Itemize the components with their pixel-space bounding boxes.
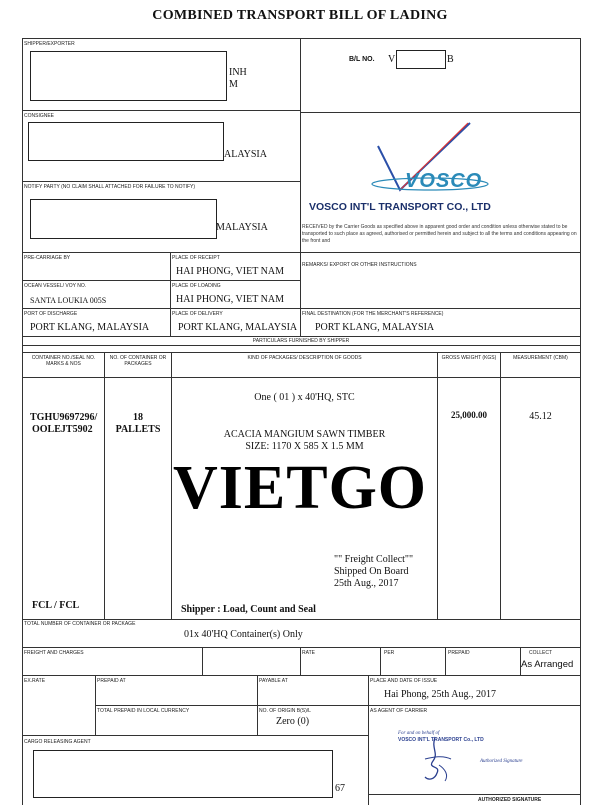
divider — [300, 647, 301, 675]
divider — [22, 252, 580, 253]
consignee-partial: ALAYSIA — [224, 149, 267, 160]
description-line-1: One ( 01 ) x 40'HQ, STC — [254, 392, 355, 403]
shipped-on-board: Shipped On Board — [334, 566, 409, 577]
divider — [22, 110, 300, 111]
divider — [368, 794, 580, 795]
place-receipt-label: PLACE OF RECEIPT — [172, 255, 220, 261]
particulars-header: PARTICULARS FURNISHED BY SHIPPER — [252, 338, 350, 344]
page-title: COMBINED TRANSPORT BILL OF LADING — [152, 8, 448, 23]
place-receipt-value: HAI PHONG, VIET NAM — [176, 266, 284, 277]
package-type: PALLETS — [115, 424, 161, 435]
divider — [22, 280, 300, 281]
cargo-agent-partial: 67 — [335, 783, 345, 794]
bl-no-partial-start: V — [388, 54, 396, 65]
shipped-date: 25th Aug., 2017 — [334, 578, 399, 589]
cargo-agent-label: CARGO RELEASING AGENT — [24, 739, 91, 745]
description-line-3: SIZE: 1170 X 585 X 1.5 MM — [245, 441, 364, 452]
prepaid-at-label: PREPAID AT — [97, 678, 126, 684]
per-label: PER — [384, 650, 395, 656]
divider — [22, 735, 368, 736]
frame-right — [580, 38, 581, 805]
redacted-box — [30, 51, 227, 101]
divider — [500, 352, 501, 619]
notify-partial: MALAYSIA — [216, 222, 268, 233]
stamp-line-3: Authorized Signature — [480, 759, 523, 764]
description-line-2: ACACIA MANGIUM SAWN TIMBER — [223, 429, 386, 440]
vessel-label: OCEAN VESSEL/ VOY NO. — [24, 283, 87, 289]
place-loading-label: PLACE OF LOADING — [172, 283, 221, 289]
final-destination-label: FINAL DESTINATION (FOR THE MERCHANT'S REFERENCE) — [302, 311, 444, 317]
vessel-value: SANTA LOUKIA 005S — [30, 296, 107, 305]
carrier-name: VOSCO INT'L TRANSPORT CO., LTD — [309, 201, 491, 213]
vosco-logo-text: VOSCO — [405, 170, 483, 192]
fcl-label: FCL / FCL — [32, 600, 80, 611]
freight-note: "" Freight Collect"" — [334, 554, 414, 565]
divider — [300, 112, 580, 113]
redacted-box — [33, 750, 333, 798]
place-date-issue-label: PLACE AND DATE OF ISSUE — [370, 678, 438, 684]
authorized-signature-label: AUTHORIZED SIGNATURE — [478, 797, 542, 803]
divider — [445, 647, 446, 675]
final-destination-value: PORT KLANG, MALAYSIA — [315, 322, 435, 333]
collect-value: As Arranged — [521, 659, 574, 670]
divider — [22, 675, 580, 676]
place-delivery-value: PORT KLANG, MALAYSIA — [178, 322, 298, 333]
col-container: CONTAINER NO./SEAL NO. MARKS & NOS — [31, 355, 96, 367]
shipper-label: SHIPPER/EXPORTER — [24, 41, 75, 47]
port-discharge-value: PORT KLANG, MALAYSIA — [30, 322, 150, 333]
freight-charges-label: FREIGHT AND CHARGES — [24, 650, 84, 656]
port-discharge-label: PORT OF DISCHARGE — [24, 311, 78, 317]
rate-label: RATE — [302, 650, 315, 656]
consignee-label: CONSIGNEE — [24, 113, 55, 119]
divider — [380, 647, 381, 675]
col-description: KIND OF PACKAGES/ DESCRIPTION OF GOODS — [247, 355, 362, 361]
divider — [22, 647, 580, 648]
signature-icon — [405, 735, 465, 785]
original-bl-value: Zero (0) — [276, 716, 310, 727]
shipper-load-note: Shipper : Load, Count and Seal — [181, 604, 316, 615]
original-bl-label: NO. OF ORIGIN B(S)/L — [259, 708, 311, 714]
divider — [22, 308, 580, 309]
col-weight: GROSS WEIGHT (KGS) — [441, 355, 497, 361]
carrier-received-text: RECEIVED by the Carrier Goods as specified above in apparent good order and condition unless otherwise stated to be transported to such place as agreed, authorised or permitted herein and subject to all the terms and conditions appearing on the front and — [302, 224, 577, 244]
frame-top — [22, 38, 580, 39]
divider — [95, 705, 580, 706]
ex-rate-label: EX.RATE — [24, 678, 46, 684]
container-no: TGHU9697296/ — [30, 412, 98, 423]
place-loading-value: HAI PHONG, VIET NAM — [176, 294, 284, 305]
divider — [202, 647, 203, 675]
divider — [300, 38, 301, 252]
col-measurement: MEASUREMENT (CBM) — [513, 355, 568, 361]
package-count: 18 — [133, 412, 143, 423]
place-date-issue-value: Hai Phong, 25th Aug., 2017 — [384, 689, 496, 700]
redacted-box — [28, 122, 224, 161]
watermark: VIETGO — [172, 454, 428, 522]
remarks-label: REMARKS/ EXPORT OR OTHER INSTRUCTIONS — [302, 262, 417, 268]
total-containers-label: TOTAL NUMBER OF CONTAINER OR PACKAGE — [24, 621, 136, 627]
col-packages: NO. OF CONTAINER OR PACKAGES — [109, 355, 167, 367]
collect-label: COLLECT — [529, 650, 553, 656]
divider — [22, 619, 580, 620]
shipper-partial-2: M — [229, 79, 238, 90]
divider — [22, 336, 580, 337]
stamp-line-2: VOSCO INT'L TRANSPORT Co., LTD — [398, 737, 484, 743]
gross-weight: 25,000.00 — [451, 410, 487, 420]
agent-of-carrier-label: AS AGENT OF CARRIER — [370, 708, 428, 714]
bl-no-partial-end: B — [447, 54, 454, 65]
payable-at-label: PAYABLE AT — [259, 678, 288, 684]
redacted-box — [30, 199, 217, 239]
divider — [170, 252, 171, 336]
pre-carriage-label: PRE-CARRIAGE BY — [24, 255, 71, 261]
bl-no-label: B/L NO. — [349, 56, 375, 63]
divider — [22, 345, 580, 346]
divider — [300, 252, 301, 336]
total-containers-value: 01x 40'HQ Container(s) Only — [184, 629, 303, 640]
frame-left — [22, 38, 23, 805]
measurement: 45.12 — [529, 411, 552, 422]
notify-label: NOTIFY PARTY (NO CLAIM SHALL ATTACHED FOR FAILURE TO NOTIFY) — [24, 184, 196, 190]
total-prepaid-label: TOTAL PREPAID IN LOCAL CURRENCY — [97, 708, 190, 714]
prepaid-label: PREPAID — [448, 650, 470, 656]
divider — [22, 181, 300, 182]
redacted-box — [396, 50, 446, 69]
shipper-partial-1: INH — [229, 67, 247, 78]
stamp-line-1: For and on behalf of — [398, 731, 440, 736]
divider — [22, 377, 580, 378]
seal-no: OOLEJT5902 — [32, 424, 93, 435]
place-delivery-label: PLACE OF DELIVERY — [172, 311, 223, 317]
divider — [22, 352, 580, 353]
divider — [368, 675, 369, 805]
